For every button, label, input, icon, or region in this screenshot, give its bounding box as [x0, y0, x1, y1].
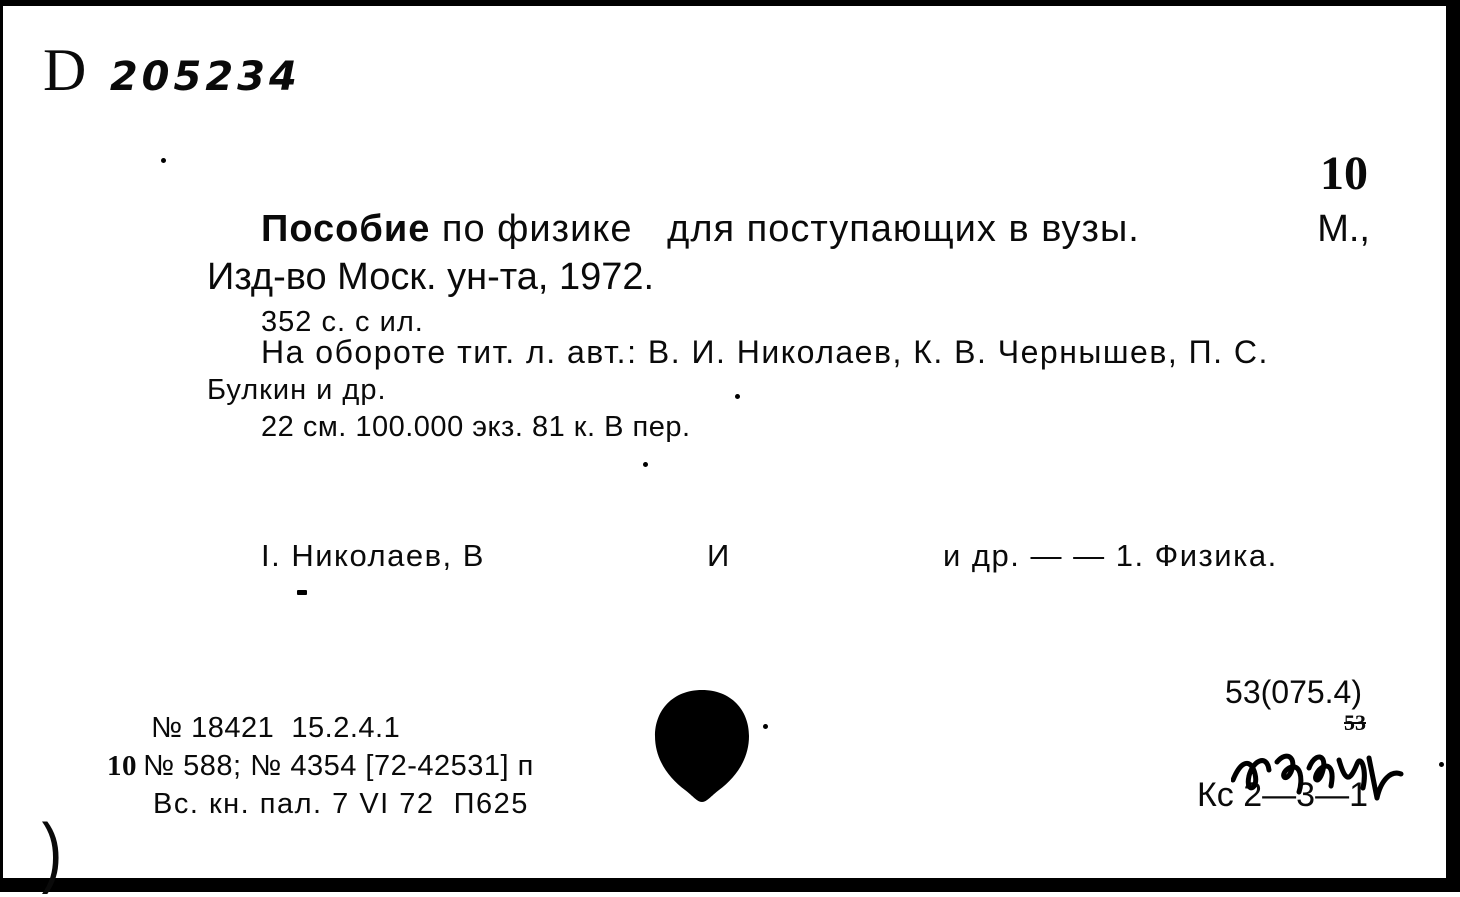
- handwritten-signature-icon: [1231, 740, 1411, 820]
- punch-hole-icon: [653, 686, 751, 804]
- accession-number: [43, 36, 301, 105]
- accession-digits: 205234: [109, 54, 301, 100]
- speck: [735, 394, 740, 399]
- accession-prefix: D: [43, 37, 89, 103]
- speck: [161, 158, 166, 163]
- authors-note: На обороте тит. л. авт.: В. И. Николаев, К. В. Чернышев, П. С.: [261, 334, 1269, 370]
- registration-line-2: [107, 750, 534, 783]
- margin-bracket: ): [41, 807, 63, 895]
- format-line: 22 см. 100.000 экз. 81 к. В пер.: [261, 411, 691, 443]
- registration-numbers: № 588; № 4354 [72-42531] п: [143, 750, 534, 782]
- speck: [643, 462, 648, 467]
- speck: [763, 724, 768, 729]
- registration-line-1: № 18421 15.2.4.1: [151, 712, 401, 744]
- kc-index: Кс 2—3—1: [1197, 776, 1368, 814]
- title-rest: по физике для поступающих в вузы.: [430, 208, 1140, 250]
- tracing-subject: и др. — — 1. Физика.: [943, 538, 1278, 573]
- shelf-number: 10: [1320, 147, 1368, 200]
- copies-count: 10: [107, 750, 137, 782]
- authors-continuation: Булкин и др.: [207, 374, 387, 406]
- title-line: [261, 208, 1140, 251]
- udc-index: 53(075.4): [1225, 674, 1362, 710]
- publisher-line: Изд-во Моск. ун-та, 1972.: [207, 256, 655, 298]
- registration-line-3: Вс. кн. пал. 7 VI 72 П625: [153, 788, 529, 820]
- title-bold: Пособие: [261, 208, 431, 250]
- speck: [297, 590, 307, 595]
- pages-line: 352 с. с ил.: [261, 306, 424, 338]
- tracing-initial: И: [707, 538, 731, 573]
- udc-sub-index: 53: [1344, 710, 1366, 735]
- publication-place: М.,: [1317, 208, 1370, 250]
- speck: [1439, 762, 1444, 767]
- tracing-author: I. Николаев, В: [261, 538, 485, 573]
